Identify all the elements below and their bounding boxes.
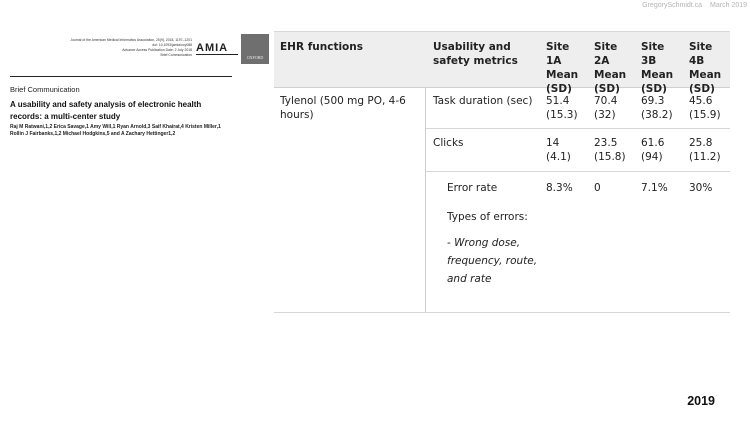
slide-year: 2019: [687, 394, 715, 408]
error-rate-site-3b: 7.1%: [641, 182, 668, 194]
error-types-list: [447, 234, 557, 288]
error-type-item: frequency, route,: [447, 255, 538, 267]
header-site-4b: Site 4B Mean (SD): [689, 41, 722, 95]
table-bottom-rule: [274, 312, 730, 313]
clicks-site-3b: 61.6 (94): [641, 137, 665, 163]
function-name: Tylenol (500 mg PO, 4-6 hours): [280, 95, 406, 121]
clicks-site-4b: 25.8 (11.2): [689, 137, 721, 163]
header-ehr-functions: EHR functions: [280, 41, 364, 53]
journal-line: Journal of the American Medical Informatics Association, 25(9), 2018, 1197–1201: [70, 38, 192, 42]
column-divider: [425, 88, 426, 313]
journal-line: doi: 10.1093/jamia/ocy088: [152, 43, 192, 47]
error-rate-site-4b: 30%: [689, 182, 713, 194]
metric-task-duration: Task duration (sec): [433, 95, 533, 107]
task-duration-site-4b: 45.6 (15.9): [689, 95, 721, 121]
metric-error-rate: Error rate: [447, 182, 498, 194]
journal-line: Brief Communication: [160, 53, 192, 57]
amia-logo: AMIA: [196, 42, 229, 54]
error-rate-site-1a: 8.3%: [546, 182, 573, 194]
header-rule: [10, 76, 232, 77]
header-metrics: Usability and safety metrics: [433, 41, 518, 67]
watermark-date: March 2019: [710, 2, 747, 9]
header-site-1a: Site 1A Mean (SD): [546, 41, 579, 95]
row-divider: [425, 171, 730, 172]
metric-clicks: Clicks: [433, 137, 464, 149]
journal-line: Advance Access Publication Date: 2 July 2018: [122, 48, 192, 52]
error-type-item: and rate: [447, 273, 492, 285]
header-site-2a: Site 2A Mean (SD): [594, 41, 627, 95]
row-divider: [425, 128, 730, 129]
watermark: [642, 2, 747, 9]
oxford-logo: [241, 34, 269, 64]
task-duration-site-3b: 69.3 (38.2): [641, 95, 673, 121]
amia-logo-rule: [196, 54, 238, 55]
results-table: [274, 31, 730, 313]
error-type-item: - Wrong dose,: [447, 237, 521, 249]
task-duration-site-1a: 51.4 (15.3): [546, 95, 578, 121]
paper-title: A usability and safety analysis of electronic health records: a multi-center study: [10, 100, 202, 121]
journal-citation: [52, 38, 192, 58]
watermark-site: GregorySchmidt.ca: [642, 2, 703, 9]
table-header: [274, 31, 730, 95]
section-label: Brief Communication: [10, 85, 80, 94]
clicks-site-2a: 23.5 (15.8): [594, 137, 626, 163]
clicks-site-1a: 14 (4.1): [546, 137, 571, 163]
task-duration-site-2a: 70.4 (32): [594, 95, 618, 121]
header-site-3b: Site 3B Mean (SD): [641, 41, 674, 95]
oxford-logo-text: OXFORD: [246, 55, 264, 60]
error-rate-site-2a: 0: [594, 182, 601, 194]
error-types-label: Types of errors:: [447, 211, 528, 223]
paper-authors: Raj M Ratwani,1,2 Erica Savage,1 Amy Will,1 Ryan Arnold,3 Saif Khairat,4 Kristen Miller,1 Rollin J Fairbanks,1,2 Michael Hodgkins,5 and A Zachary Hettinger1,2: [10, 124, 221, 137]
